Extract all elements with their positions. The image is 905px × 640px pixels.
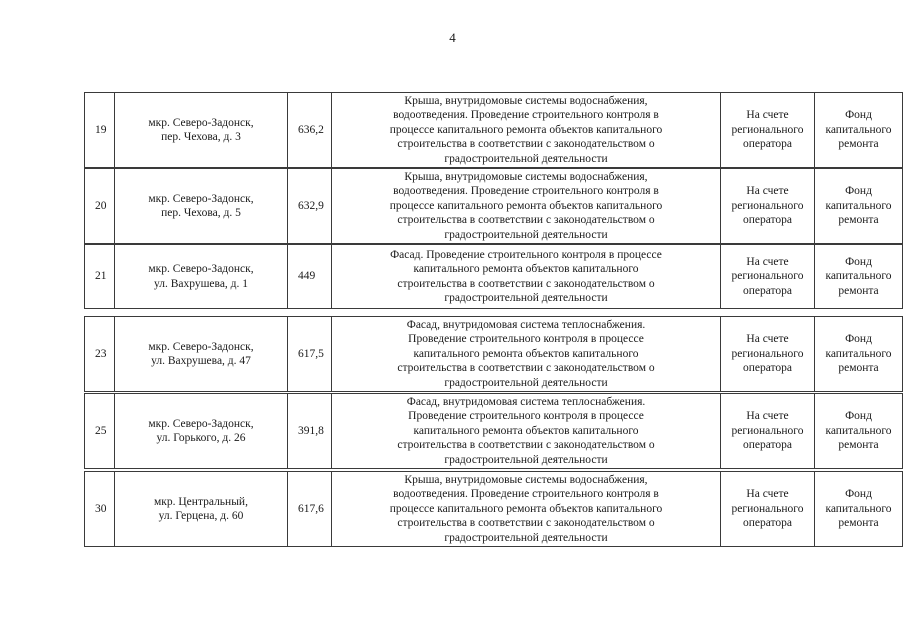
row-number-text: 25 — [95, 424, 107, 437]
work-description-cell — [332, 317, 721, 392]
work-line: строительства в соответствии с законодательством о — [397, 439, 655, 452]
work-line: строительства в соответствии с законодательством о — [397, 138, 655, 151]
fund-cell — [815, 472, 903, 547]
fund-line: ремонта — [838, 138, 879, 151]
row-number-text: 19 — [95, 123, 107, 136]
work-line: градостроительной деятельности — [444, 228, 608, 241]
account-line: регионального — [731, 123, 804, 136]
account-line: оператора — [742, 362, 793, 375]
work-line: градостроительной деятельности — [444, 531, 608, 544]
account-line: регионального — [731, 270, 804, 283]
work-line: строительства в соответствии с законодательством о — [397, 517, 655, 530]
fund-cell — [815, 93, 903, 168]
work-line: водоотведения. Проведение строительного контроля в — [393, 488, 659, 501]
row-number — [85, 317, 115, 392]
work-description-cell — [332, 93, 721, 168]
address-line: пер. Чехова, д. 3 — [161, 131, 241, 143]
account-cell — [721, 317, 815, 392]
work-line: градостроительной деятельности — [444, 453, 608, 466]
work-line: процессе капитального ремонта объектов капитального — [389, 199, 663, 212]
address-cell — [115, 93, 288, 168]
work-description-cell — [332, 169, 721, 244]
work-line: Фасад. Проведение строительного контроля в процессе — [390, 248, 662, 261]
fund-line: Фонд — [845, 410, 872, 423]
fund-line: капитального — [825, 347, 892, 360]
account-cell — [721, 472, 815, 547]
work-description-cell — [332, 394, 721, 469]
table-row — [84, 316, 903, 392]
row-number — [85, 169, 115, 244]
account-line: оператора — [742, 517, 793, 530]
account-cell — [721, 245, 815, 309]
address-cell — [115, 317, 288, 392]
area-cell: 617,6 — [288, 472, 332, 547]
address-cell — [115, 472, 288, 547]
work-line: строительства в соответствии с законодательством о — [397, 214, 655, 227]
work-line: градостроительной деятельности — [444, 292, 608, 304]
work-line: процессе капитального ремонта объектов капитального — [389, 123, 663, 136]
fund-line: Фонд — [845, 185, 872, 198]
address-line: мкр. Северо-Задонск, — [148, 340, 254, 353]
account-line: регионального — [731, 199, 804, 212]
fund-line: ремонта — [838, 439, 879, 452]
address-line: ул. Горького, д. 26 — [156, 432, 246, 444]
fund-line: капитального — [825, 424, 892, 437]
work-line: Фасад, внутридомовая система теплоснабжения. — [406, 318, 646, 331]
account-line: На счете — [746, 488, 789, 501]
page-number: 4 — [449, 30, 456, 45]
address-line: мкр. Северо-Задонск, — [148, 116, 254, 129]
work-line: Проведение строительного контроля в процессе — [408, 333, 644, 346]
address-line: мкр. Северо-Задонск, — [148, 192, 254, 205]
account-line: регионального — [731, 347, 804, 360]
work-line: строительства в соответствии с законодательством о — [397, 277, 655, 290]
table-row — [84, 244, 903, 309]
address-line: ул. Вахрушева, д. 1 — [153, 277, 249, 290]
area-cell: 449 — [288, 245, 332, 309]
account-line: оператора — [742, 214, 793, 227]
fund-line: ремонта — [838, 284, 879, 297]
work-line: капитального ремонта объектов капитального — [413, 424, 639, 437]
work-line: Фасад, внутридомовая система теплоснабжения. — [406, 395, 646, 408]
row-number — [85, 394, 115, 469]
work-line: процессе капитального ремонта объектов капитального — [389, 502, 663, 515]
work-line: Крыша, внутридомовые системы водоснабжения, — [404, 473, 648, 486]
account-cell — [721, 93, 815, 168]
address-cell — [115, 169, 288, 244]
account-line: На счете — [746, 333, 789, 346]
work-line: градостроительной деятельности — [444, 152, 608, 165]
area-cell: 391,8 — [288, 394, 332, 469]
fund-line: ремонта — [838, 517, 879, 530]
account-line: На счете — [746, 185, 789, 198]
fund-line: ремонта — [838, 362, 879, 375]
fund-cell — [815, 317, 903, 392]
table-row — [84, 168, 903, 244]
fund-line: капитального — [825, 502, 892, 515]
address-line: пер. Чехова, д. 5 — [161, 207, 241, 219]
account-line: оператора — [742, 439, 793, 452]
area-cell: 632,9 — [288, 169, 332, 244]
work-line: капитального ремонта объектов капитального — [413, 263, 639, 275]
address-line: мкр. Северо-Задонск, — [148, 417, 254, 430]
table-row — [84, 92, 903, 168]
work-line: градостроительной деятельности — [444, 376, 608, 389]
account-line: На счете — [746, 410, 789, 423]
fund-cell — [815, 245, 903, 309]
fund-line: ремонта — [838, 214, 879, 227]
address-line: мкр. Центральный, — [154, 495, 248, 508]
fund-cell — [815, 169, 903, 244]
work-line: строительства в соответствии с законодательством о — [397, 362, 655, 375]
work-description-cell — [332, 245, 721, 309]
work-description-cell — [332, 472, 721, 547]
fund-line: Фонд — [845, 488, 872, 501]
fund-line: Фонд — [845, 333, 872, 346]
area-cell: 617,5 — [288, 317, 332, 392]
account-line: оператора — [742, 138, 793, 151]
work-line: капитального ремонта объектов капитального — [413, 347, 639, 360]
row-number — [85, 472, 115, 547]
account-cell — [721, 169, 815, 244]
address-cell — [115, 394, 288, 469]
account-line: оператора — [742, 284, 793, 297]
fund-line: капитального — [825, 199, 892, 212]
address-line: ул. Герцена, д. 60 — [158, 510, 244, 522]
address-line: ул. Вахрушева, д. 47 — [151, 355, 251, 367]
work-line: водоотведения. Проведение строительного контроля в — [393, 109, 659, 122]
row-number — [85, 93, 115, 168]
account-line: регионального — [731, 502, 804, 515]
table-row — [84, 393, 903, 469]
account-line: На счете — [746, 109, 789, 122]
fund-line: капитального — [825, 270, 892, 283]
row-number-text: 21 — [95, 270, 107, 283]
address-line: мкр. Северо-Задонск, — [148, 263, 254, 275]
fund-line: капитального — [825, 123, 892, 136]
work-line: Проведение строительного контроля в процессе — [408, 410, 644, 423]
fund-cell — [815, 394, 903, 469]
row-number-text: 20 — [95, 199, 107, 212]
area-cell: 636,2 — [288, 93, 332, 168]
work-line: Крыша, внутридомовые системы водоснабжения, — [404, 170, 648, 183]
row-number-text: 30 — [95, 502, 107, 515]
row-number — [85, 245, 115, 309]
account-cell — [721, 394, 815, 469]
account-line: На счете — [746, 255, 789, 268]
work-line: Крыша, внутридомовые системы водоснабжения, — [404, 94, 648, 107]
work-line: водоотведения. Проведение строительного контроля в — [393, 185, 659, 198]
row-number-text: 23 — [95, 347, 107, 360]
account-line: регионального — [731, 424, 804, 437]
fund-line: Фонд — [845, 255, 872, 268]
fund-line: Фонд — [845, 109, 872, 122]
table-row — [84, 471, 903, 547]
address-cell — [115, 245, 288, 309]
